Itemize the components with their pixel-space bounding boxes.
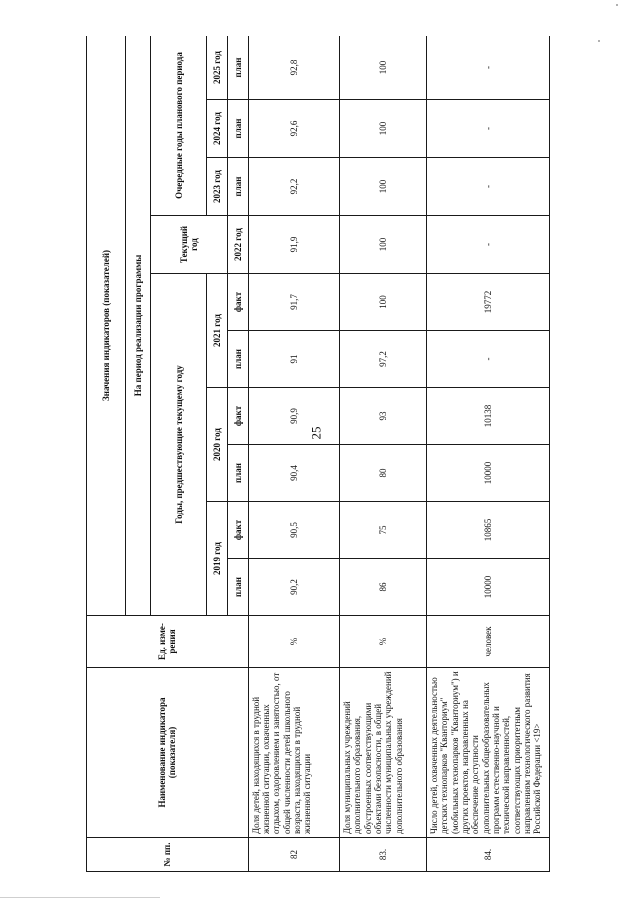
subheader-plan: план (227, 158, 248, 216)
row-indicator-name: Доля муниципальных учреждений дополнительного образования, обустроенных соответствующими объектами безопасности, в общей численности муниципальных учреждений дополнительного образования (339, 668, 426, 838)
header-values: Значения индикаторов (показателей) (87, 36, 126, 616)
row-indicator-name: Доля детей, находящихся в трудной жизненной ситуации, охваченных отдыхом, оздоровлением и занятостью, от общей численности детей школьного возраста, находящихся в трудной жизненной ситуации (248, 668, 339, 838)
header-2023: 2023 год (207, 158, 228, 216)
value-cell: 91,7 (248, 274, 339, 331)
header-2019: 2019 год (207, 502, 228, 616)
value-cell: 100 (339, 36, 426, 100)
value-cell: 10000 (426, 559, 549, 616)
rotated-table-container (86, 36, 550, 872)
value-cell: - (426, 158, 549, 216)
value-cell: - (426, 216, 549, 274)
subheader-plan: план (227, 36, 248, 100)
value-cell: 90,5 (248, 502, 339, 559)
scan-speck (616, 4, 618, 6)
value-cell: 97,2 (339, 331, 426, 388)
header-num: № пп. (87, 838, 249, 872)
value-cell: 10000 (426, 445, 549, 502)
value-cell: 92,8 (248, 36, 339, 100)
header-2021: 2021 год (207, 274, 228, 388)
page-number: 25 (308, 426, 324, 440)
value-cell: 93 (339, 388, 426, 445)
value-cell: 90,4 (248, 445, 339, 502)
indicators-table (86, 36, 550, 872)
subheader-plan: план (227, 445, 248, 502)
scan-speck (598, 40, 600, 42)
scan-edge-line (0, 897, 160, 898)
header-2020: 2020 год (207, 388, 228, 502)
value-cell: 90,9 (248, 388, 339, 445)
value-cell: 100 (339, 158, 426, 216)
table-viewport (86, 36, 550, 872)
value-cell: 75 (339, 502, 426, 559)
header-2025: 2025 год (207, 36, 228, 100)
value-cell: 90,2 (248, 559, 339, 616)
subheader-fact: факт (227, 388, 248, 445)
row-num: 83. (339, 838, 426, 872)
row-unit: человек (426, 616, 549, 668)
table-row (339, 36, 426, 872)
value-cell: - (426, 331, 549, 388)
value-cell: - (426, 100, 549, 158)
subheader-plan: план (227, 559, 248, 616)
row-num: 84. (426, 838, 549, 872)
row-unit: % (248, 616, 339, 668)
header-indicator-name: Наименование индикатора (показателя) (87, 668, 249, 838)
value-cell: 86 (339, 559, 426, 616)
value-cell: 91,9 (248, 216, 339, 274)
header-2024: 2024 год (207, 100, 228, 158)
value-cell: 100 (339, 274, 426, 331)
header-current-year: Текущий год (151, 216, 228, 274)
value-cell: 91 (248, 331, 339, 388)
row-num: 82 (248, 838, 339, 872)
value-cell: 19772 (426, 274, 549, 331)
subheader-plan: план (227, 331, 248, 388)
table-row (426, 36, 549, 872)
table-row (248, 36, 339, 872)
subheader-fact: факт (227, 274, 248, 331)
value-cell: 92,2 (248, 158, 339, 216)
subheader-plan: план (227, 100, 248, 158)
header-prev-years: Годы, предшествующие текущему году (151, 274, 207, 616)
value-cell: 100 (339, 100, 426, 158)
header-planned-years: Очередные годы планового периода (151, 36, 207, 216)
value-cell: 92,6 (248, 100, 339, 158)
value-cell: 10865 (426, 502, 549, 559)
subheader-year-2022: 2022 год (227, 216, 248, 274)
value-cell: - (426, 36, 549, 100)
value-cell: 100 (339, 216, 426, 274)
value-cell: 80 (339, 445, 426, 502)
row-indicator-name: Число детей, охваченных деятельностью детских технопарков "Кванториум" (мобильных технопарков "Кванториум") и других проектов, направленных на обеспечение доступности дополнительных общеобразовательных программ естественно-научной и технической направленностей, соответствующих приоритетным направлениям технологического развития Российской Федерации <19> (426, 668, 549, 838)
value-cell: 10138 (426, 388, 549, 445)
header-program-period: На период реализации программы (126, 36, 151, 616)
subheader-fact: факт (227, 502, 248, 559)
row-unit: % (339, 616, 426, 668)
header-unit: Ед. изме-рения (87, 616, 249, 668)
